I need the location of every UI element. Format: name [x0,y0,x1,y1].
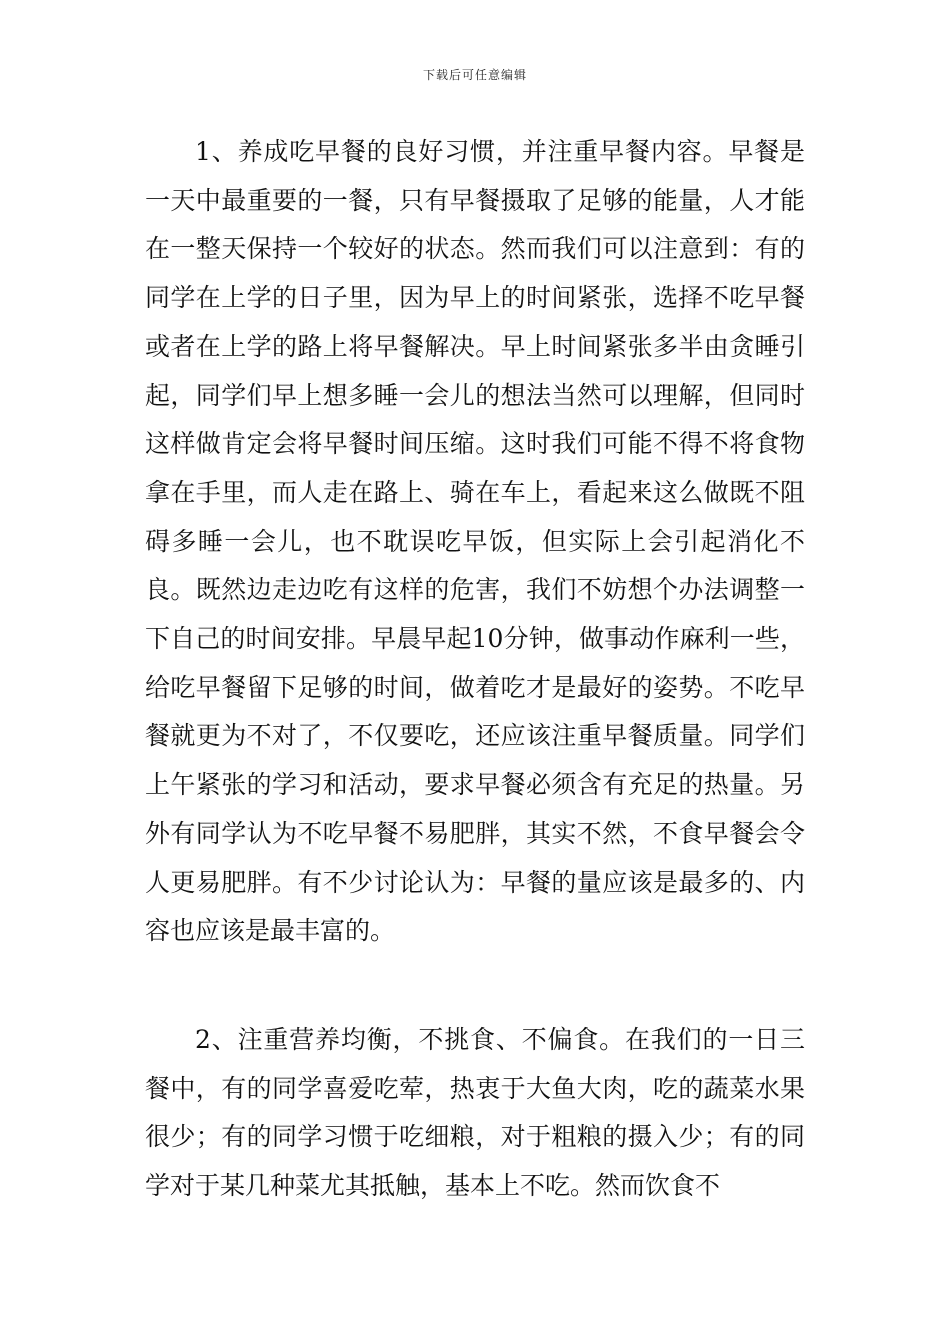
page-header: 下载后可任意编辑 [422,68,527,82]
paragraph-1: 1、养成吃早餐的良好习惯，并注重早餐内容。早餐是一天中最重要的一餐，只有早餐摄取了足够的能量，人才能在一整天保持一个较好的状态。然而我们可以注意到：有的同学在上学的日子里，因为早上的时间紧张，选择不吃早餐或者在上学的路上将早餐解决。早上时间紧张多半由贪睡引起，同学们早上想多睡一会儿的想法当然可以理解，但同时这样做肯定会将早餐时间压缩。这时我们可能不得不将食物拿在手里，而人走在路上、骑在车上，看起来这么做既不阻碍多睡一会儿，也不耽误吃早饭，但实际上会引起消化不良。既然边走边吃有这样的危害，我们不妨想个办法调整一下自己的时间安排。早晨早起10分钟，做事动作麻利一些，给吃早餐留下足够的时间，做着吃才是最好的姿势。不吃早餐就更为不对了，不仅要吃，还应该注重早餐质量。同学们上午紧张的学习和活动，要求早餐必须含有充足的热量。另外有同学认为不吃早餐不易肥胖，其实不然，不食早餐会令人更易肥胖。有不少讨论认为：早餐的量应该是最多的、内容也应该是最丰富的。 [145,137,805,946]
paragraph-2: 2、注重营养均衡，不挑食、不偏食。在我们的一日三餐中，有的同学喜爱吃荤，热衷于大鱼大肉，吃的蔬菜水果很少；有的同学习惯于吃细粮，对于粗粮的摄入少；有的同学对于某几种菜尤其抵触，基本上不吃。然而饮食不 [145,1024,805,1201]
document-body [145,128,805,1211]
